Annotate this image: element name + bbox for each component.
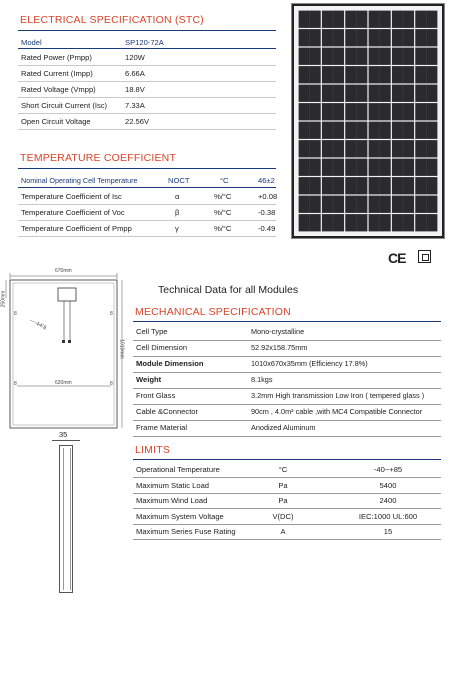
limits-row-unit: V(DC) bbox=[272, 511, 294, 521]
limits-row bbox=[133, 462, 441, 478]
temperature-row-rule bbox=[18, 236, 276, 237]
noct-symbol: NOCT bbox=[168, 176, 190, 185]
limits-row-value: 15 bbox=[383, 527, 393, 536]
limits-row-value: IEC:1000 UL:600 bbox=[358, 511, 418, 521]
limits-row bbox=[133, 524, 441, 540]
hole-mark: 8 bbox=[14, 311, 17, 317]
electrical-row-rule bbox=[18, 129, 276, 130]
model-value: SP120-72A bbox=[125, 38, 164, 47]
limits-row-unit: A bbox=[280, 527, 286, 536]
limits-row-label: Maximum System Voltage bbox=[136, 511, 224, 521]
electrical-row-label: Rated Power (Pmpp) bbox=[21, 53, 92, 62]
mechanical-title-rule bbox=[133, 321, 441, 322]
model-rule bbox=[18, 48, 276, 49]
temperature-row-value: -0.49 bbox=[258, 224, 276, 233]
hole-mark: 8 bbox=[110, 381, 113, 387]
module-dimension-drawing bbox=[0, 268, 132, 448]
electrical-row-label: Open Circuit Voltage bbox=[21, 117, 91, 126]
module-side-profile bbox=[59, 445, 73, 593]
temperature-row-rule bbox=[18, 204, 276, 205]
limits-row-label: Maximum Static Load bbox=[136, 480, 210, 490]
mechanical-row-value: Anodized Aluminum bbox=[251, 423, 316, 432]
mechanical-row-label: Frame Material bbox=[136, 423, 188, 432]
electrical-row-rule bbox=[18, 113, 276, 114]
limits-row-unit: °C bbox=[278, 465, 288, 474]
technical-heading: Technical Data for all Modules bbox=[158, 284, 299, 296]
mechanical-row bbox=[133, 340, 441, 357]
temperature-row-label: Temperature Coefficient of Isc bbox=[21, 192, 122, 201]
solar-panel-image bbox=[291, 3, 445, 239]
electrical-row-value: 22.56V bbox=[125, 117, 150, 126]
temperature-row-rule bbox=[18, 220, 276, 221]
temperature-row-value: -0.38 bbox=[258, 208, 276, 217]
temperature-row-unit: %/°C bbox=[214, 192, 232, 201]
mechanical-row-value: 1010x670x35mm (Efficiency 17.8%) bbox=[251, 359, 368, 368]
ce-mark-icon: CE bbox=[388, 250, 406, 266]
mechanical-title: MECHANICAL SPECIFICATION bbox=[135, 306, 291, 318]
limits-row-value: 2400 bbox=[379, 496, 397, 505]
mechanical-row-label: Module Dimension bbox=[136, 359, 204, 368]
electrical-row-label: Rated Current (Impp) bbox=[21, 69, 93, 78]
mechanical-row bbox=[133, 404, 441, 421]
mechanical-row bbox=[133, 356, 441, 373]
electrical-row-value: 120W bbox=[125, 53, 145, 62]
noct-unit: °C bbox=[220, 176, 229, 185]
temperature-row-value: +0.08 bbox=[258, 192, 278, 201]
angle-label: 14°9 bbox=[35, 320, 48, 332]
inner-width-label: 620mm bbox=[55, 380, 72, 386]
temperature-row-unit: %/°C bbox=[214, 208, 232, 217]
limits-row bbox=[133, 478, 441, 494]
mechanical-row bbox=[133, 372, 441, 389]
mechanical-row-value: Mono-crystalline bbox=[251, 327, 305, 336]
limits-title-rule bbox=[133, 459, 441, 460]
mechanical-row bbox=[133, 324, 441, 341]
mechanical-row-label: Cable &Connector bbox=[136, 407, 199, 416]
width-dimension-label: 670mm bbox=[55, 268, 72, 274]
mechanical-row bbox=[133, 420, 441, 437]
noct-rule bbox=[18, 187, 276, 188]
electrical-row-rule bbox=[18, 65, 276, 66]
side-width-line bbox=[52, 440, 80, 441]
temperature-title: TEMPERATURE COEFFICIENT bbox=[20, 152, 177, 164]
noct-value: 46±2 bbox=[258, 176, 275, 185]
temperature-row-label: Temperature Coefficient of Pmpp bbox=[21, 224, 132, 233]
electrical-row-label: Rated Voltage (Vmpp) bbox=[21, 85, 96, 94]
model-label: Model bbox=[21, 38, 42, 47]
temperature-row-symbol: γ bbox=[175, 224, 179, 233]
mechanical-row bbox=[133, 388, 441, 405]
height-dimension-label: 1010mm bbox=[118, 339, 125, 359]
mechanical-row-value: 90cm , 4.0m² cable ,with MC4 Compatible Connector bbox=[251, 407, 423, 416]
class-ii-icon bbox=[418, 250, 431, 263]
limits-row-label: Operational Temperature bbox=[136, 465, 220, 474]
temperature-row-symbol: α bbox=[175, 192, 180, 201]
limits-row-value: 5400 bbox=[379, 480, 397, 490]
hole-mark: 8 bbox=[14, 381, 17, 387]
limits-title: LIMITS bbox=[135, 444, 171, 456]
junction-dimension-label: 250mm bbox=[0, 290, 7, 308]
limits-row-unit: Pa bbox=[278, 496, 288, 505]
electrical-row-value: 7.33A bbox=[125, 101, 145, 110]
temperature-title-rule bbox=[18, 168, 276, 169]
hole-mark: 8 bbox=[110, 311, 113, 317]
side-width-label: 35 bbox=[59, 430, 68, 439]
mechanical-row-value: 8.1kgs bbox=[251, 375, 273, 384]
mechanical-row-value: 52.92x158.75mm bbox=[251, 343, 308, 352]
mechanical-row-label: Front Glass bbox=[136, 391, 176, 400]
electrical-title: ELECTRICAL SPECIFICATION (STC) bbox=[20, 14, 204, 26]
electrical-row-value: 6.66A bbox=[125, 69, 145, 78]
limits-row bbox=[133, 509, 441, 525]
mechanical-row-label: Weight bbox=[136, 375, 162, 384]
electrical-row-rule bbox=[18, 97, 276, 98]
electrical-title-rule bbox=[18, 30, 276, 31]
limits-row-unit: Pa bbox=[278, 480, 288, 490]
limits-row-label: Maximum Wind Load bbox=[136, 496, 208, 505]
mechanical-row-label: Cell Dimension bbox=[136, 343, 188, 352]
mechanical-row-label: Cell Type bbox=[136, 327, 168, 336]
mechanical-row-value: 3.2mm High transmission Low Iron ( tempered glass ) bbox=[251, 391, 425, 400]
temperature-row-symbol: β bbox=[175, 208, 180, 217]
limits-row-label: Maximum Series Fuse Rating bbox=[136, 527, 236, 536]
limits-row bbox=[133, 493, 441, 509]
temperature-row-label: Temperature Coefficient of Voc bbox=[21, 208, 125, 217]
electrical-row-rule bbox=[18, 81, 276, 82]
temperature-row-unit: %/°C bbox=[214, 224, 232, 233]
limits-row-value: -40~+85 bbox=[373, 465, 403, 474]
noct-label: Nominal Operating Cell Temperature bbox=[21, 176, 138, 185]
electrical-row-label: Short Circuit Current (Isc) bbox=[21, 101, 108, 110]
electrical-row-value: 18.8V bbox=[125, 85, 145, 94]
